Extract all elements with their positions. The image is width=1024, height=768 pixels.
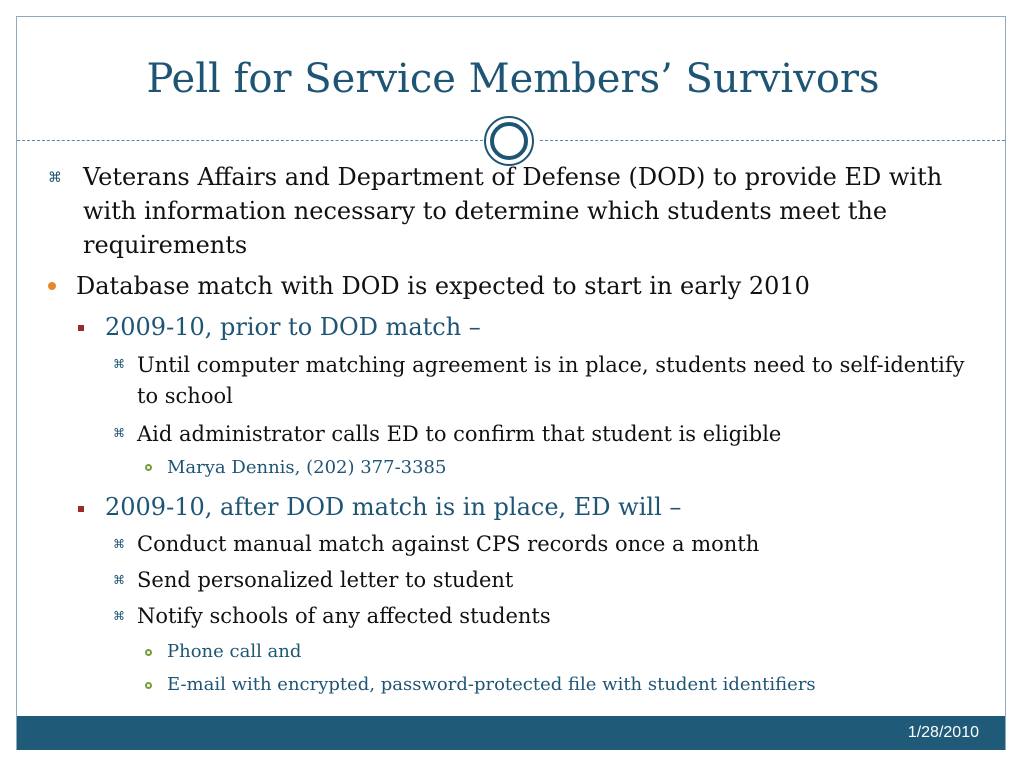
star-bullet-icon: ⌘ (113, 573, 125, 587)
footer-date: 1/28/2010 (907, 724, 979, 741)
star-bullet-icon: ⌘ (113, 609, 125, 623)
star-bullet-icon: ⌘ (113, 426, 125, 440)
square-bullet-icon (78, 325, 84, 331)
ring-bullet-icon (145, 649, 152, 656)
bullet-item: Until computer matching agreement is in place, students need to self-identify to school (137, 353, 965, 408)
footer-bar (17, 716, 1005, 750)
star-bullet-icon: ⌘ (113, 537, 125, 551)
bullet-item: E-mail with encrypted, password-protected file with student identifiers (167, 674, 816, 695)
bullet-item: 2009-10, after DOD match is in place, ED will – (105, 493, 682, 521)
bullet-item: Marya Dennis, (202) 377-3385 (167, 457, 447, 478)
dot-bullet-icon (48, 282, 56, 290)
bullet-item: Notify schools of any affected students (137, 604, 551, 628)
bullet-item: Aid administrator calls ED to confirm that student is eligible (137, 422, 782, 446)
bullet-item: Veterans Affairs and Department of Defense (DOD) to provide ED with with information necessary to determine which students meet the requirements (83, 163, 943, 259)
square-bullet-icon (78, 506, 84, 512)
bullet-item: 2009-10, prior to DOD match – (105, 313, 481, 341)
ring-bullet-icon (145, 682, 152, 689)
bullet-item: Send personalized letter to student (137, 568, 514, 592)
bullet-item: Phone call and (167, 641, 302, 662)
star-bullet-icon: ⌘ (113, 357, 125, 371)
bullet-item: Conduct manual match against CPS records once a month (137, 532, 760, 556)
bullet-item: Database match with DOD is expected to start in early 2010 (76, 272, 810, 300)
star-bullet-icon: ⌘ (48, 170, 62, 186)
slide-title: Pell for Service Members’ Survivors (146, 56, 880, 102)
ring-bullet-icon (145, 464, 152, 471)
